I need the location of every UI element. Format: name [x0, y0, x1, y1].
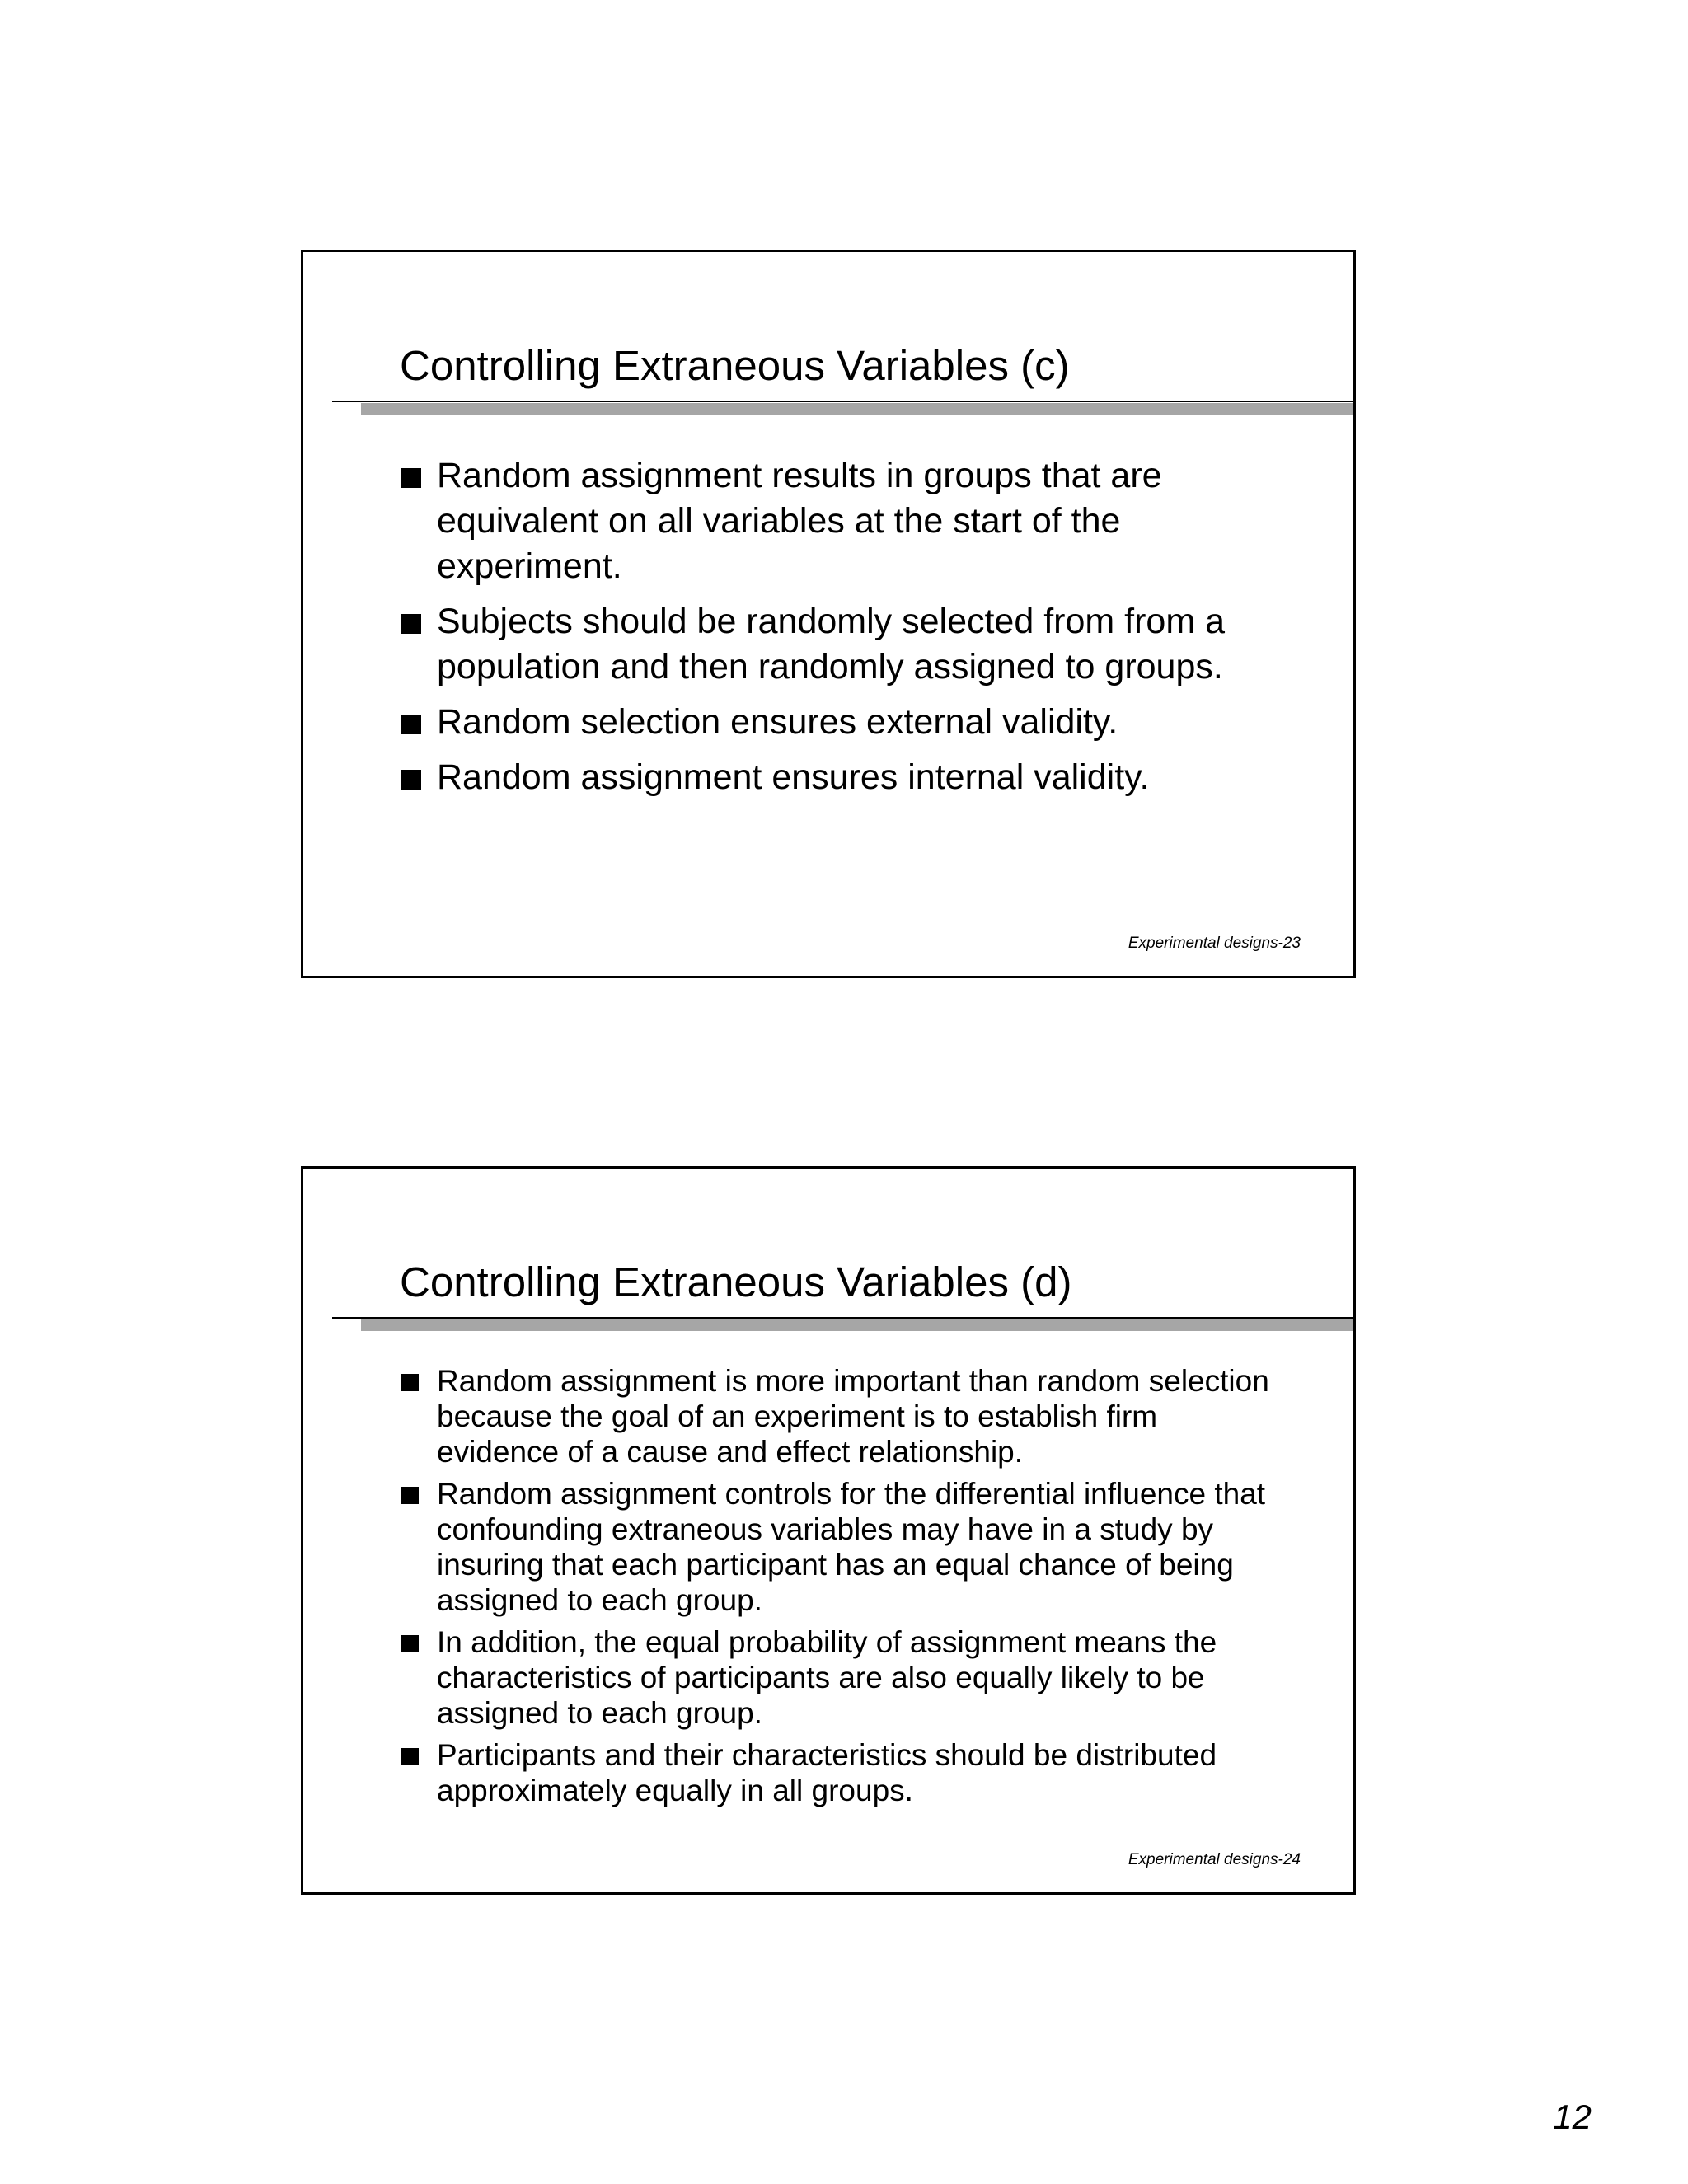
bullet-item — [400, 755, 1282, 800]
bullet-text: Random assignment controls for the differential influence that confounding extraneous variables may have in a study by insuring that each participant has an equal chance of being assigned to each group. — [437, 1477, 1266, 1617]
bullet-text: Random assignment is more important than random selection because the goal of an experiment is to establish firm evidence of a cause and effect relationship. — [437, 1364, 1269, 1469]
bullet-text: In addition, the equal probability of assignment means the characteristics of participants are also equally likely to be assigned to each group. — [437, 1625, 1217, 1730]
bullet-text: Random selection ensures external validity. — [437, 702, 1118, 742]
bullet-item — [400, 700, 1282, 745]
bullet-item — [400, 1363, 1282, 1469]
square-bullet-icon — [401, 1635, 419, 1652]
title-divider — [332, 401, 1353, 402]
page-number: 12 — [1553, 2097, 1592, 2136]
title-divider-shadow — [361, 1319, 1353, 1331]
square-bullet-icon — [401, 770, 421, 790]
square-bullet-icon — [401, 614, 421, 634]
bullet-list — [400, 453, 1282, 810]
square-bullet-icon — [401, 1374, 419, 1391]
title-divider-shadow — [361, 403, 1353, 415]
bullet-text: Random assignment results in groups that are equivalent on all variables at the start of the experiment. — [437, 456, 1162, 586]
slide-title: Controlling Extraneous Variables (c) — [400, 342, 1070, 389]
title-divider — [332, 1317, 1353, 1319]
bullet-text: Random assignment ensures internal validity. — [437, 757, 1150, 797]
square-bullet-icon — [401, 468, 421, 488]
bullet-item — [400, 1737, 1282, 1808]
bullet-list — [400, 1363, 1282, 1815]
slide-23 — [301, 250, 1356, 978]
slide-title: Controlling Extraneous Variables (d) — [400, 1258, 1072, 1305]
bullet-item — [400, 599, 1282, 690]
slide-24 — [301, 1166, 1356, 1895]
bullet-text: Participants and their characteristics should be distributed approximately equally in all groups. — [437, 1738, 1217, 1807]
square-bullet-icon — [401, 1748, 419, 1765]
bullet-text: Subjects should be randomly selected from from a population and then randomly assigned to groups. — [437, 602, 1226, 687]
bullet-item — [400, 1476, 1282, 1618]
bullet-item — [400, 1624, 1282, 1731]
square-bullet-icon — [401, 715, 421, 734]
slide-footer: Experimental designs-24 — [1128, 1851, 1301, 1868]
slide-footer: Experimental designs-23 — [1128, 935, 1301, 952]
bullet-item — [400, 453, 1282, 589]
square-bullet-icon — [401, 1487, 419, 1504]
